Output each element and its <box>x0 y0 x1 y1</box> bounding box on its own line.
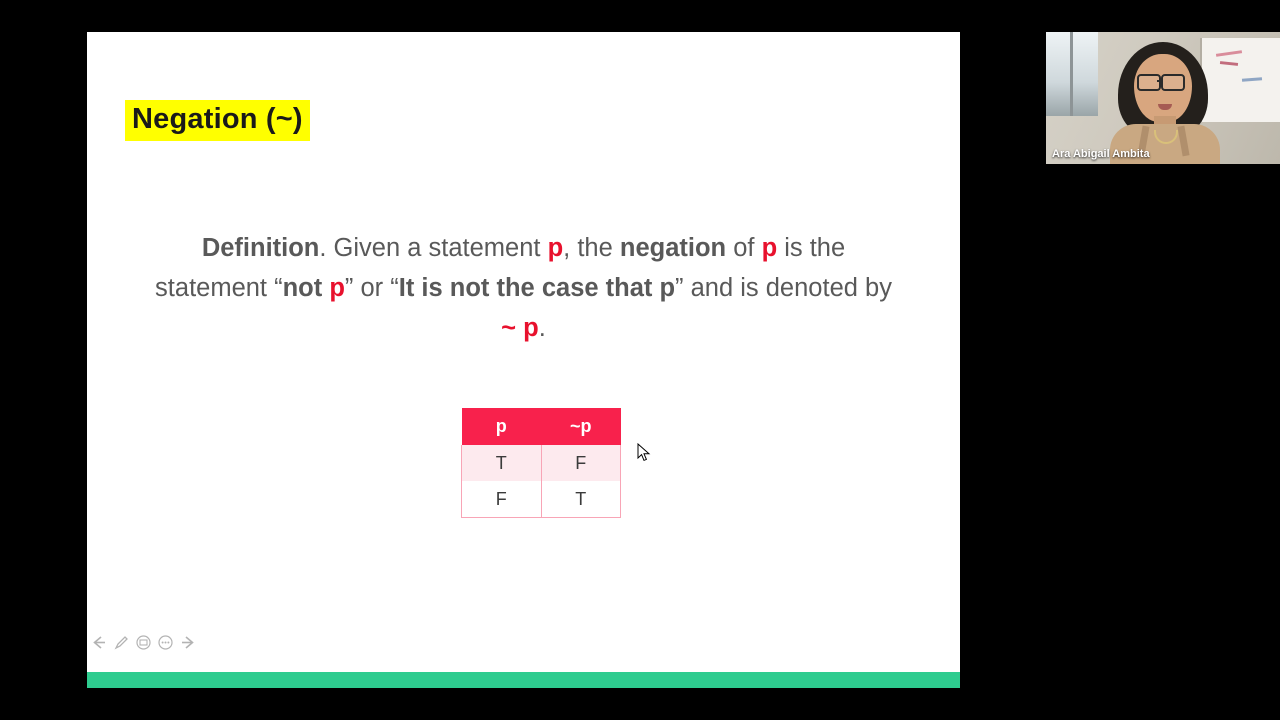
window-decor <box>1046 32 1098 116</box>
definition-lead: Definition <box>201 234 320 262</box>
column-header-p: p <box>462 408 542 445</box>
page-title: Negation (~) <box>125 100 310 141</box>
definition-fragment-10: It is not the case that p <box>398 274 676 302</box>
truth-table <box>461 408 621 518</box>
definition-text <box>147 228 900 348</box>
definition-fragment-15: . <box>538 314 546 342</box>
slide-title-container <box>125 100 310 141</box>
truth-table-body <box>462 445 621 518</box>
table-header-row <box>462 408 621 445</box>
table-row <box>462 445 621 481</box>
definition-fragment-7: not <box>282 274 330 302</box>
glasses-bridge <box>1157 80 1163 82</box>
definition-fragment-14: p <box>523 314 539 342</box>
definition-fragment-8: p <box>329 274 345 302</box>
definition-fragment-9: ” or “ <box>344 274 399 302</box>
cell-p-row2: F <box>462 481 542 518</box>
glasses-right-icon <box>1161 74 1185 91</box>
table-row <box>462 481 621 518</box>
cell-p-row1: T <box>462 445 542 481</box>
pen-icon[interactable] <box>113 634 130 651</box>
presentation-slide[interactable] <box>87 32 960 688</box>
more-options-icon[interactable] <box>157 634 174 651</box>
definition-fragment-6: is the statement “ <box>155 234 846 302</box>
definition-body <box>155 234 892 342</box>
slideshow-toolbar[interactable] <box>91 632 196 652</box>
webcam-thumbnail[interactable] <box>1046 32 1280 164</box>
definition-fragment-4: of <box>726 234 762 262</box>
forward-arrow-icon[interactable] <box>179 634 196 651</box>
cell-notp-row1: F <box>541 445 621 481</box>
definition-fragment-5: p <box>761 234 778 262</box>
cell-notp-row2: T <box>541 481 621 518</box>
back-arrow-icon[interactable] <box>91 634 108 651</box>
slide-bottom-accent-bar <box>87 672 960 688</box>
column-header-not-p: ~p <box>541 408 621 445</box>
definition-fragment-11: ” and is denoted by <box>675 274 892 302</box>
definition-fragment-3: negation <box>619 234 727 262</box>
slide-menu-icon[interactable] <box>135 634 152 651</box>
glasses-left-icon <box>1137 74 1161 91</box>
participant-name-label: Ara Abigail Ambita <box>1052 148 1150 160</box>
truth-table-head <box>462 408 621 445</box>
definition-fragment-1: p <box>547 234 564 262</box>
definition-fragment-12: ~ <box>501 314 517 342</box>
definition-fragment-2: , the <box>563 234 620 262</box>
definition-fragment-0: . Given a statement <box>319 234 548 262</box>
